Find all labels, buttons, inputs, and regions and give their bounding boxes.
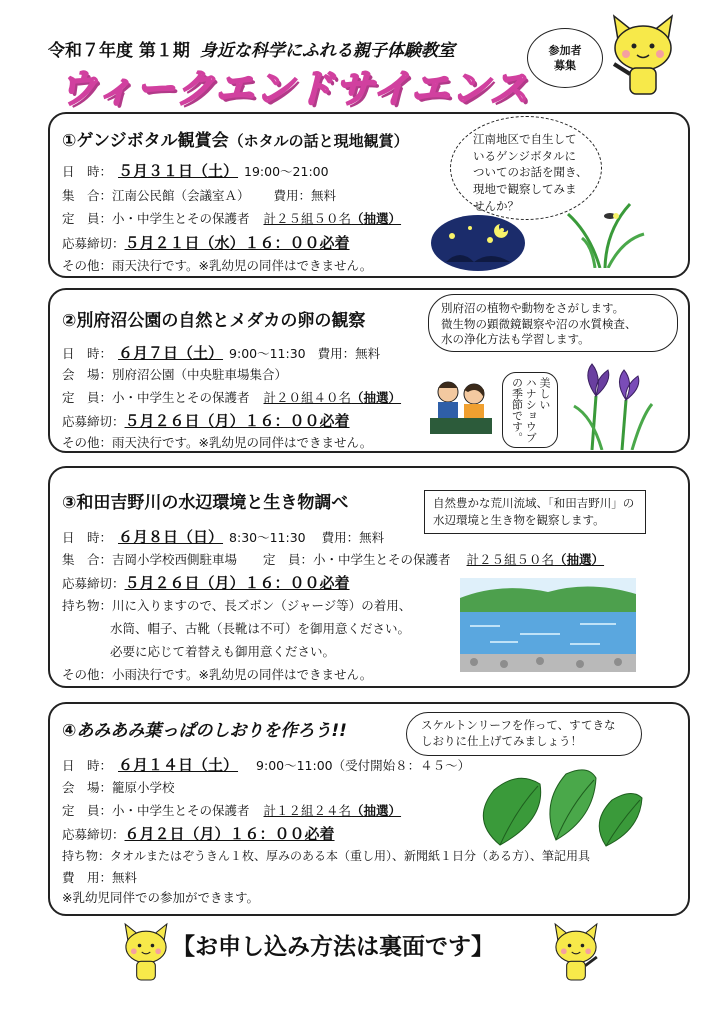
event-1-other-row: その他：雨天決行です。※乳幼児の同伴はできません。 [62, 258, 373, 273]
event-1-deadline-row: 応募締切：５月２１日（水）１６：００必着 [62, 234, 350, 252]
event-2-title: ②別府沼公園の自然とメダカの卵の観察 [62, 311, 366, 331]
event-3-place-row: 集 合：吉岡小学校西側駐車場 定 員：小・中学生とその保護者 計２５組５０名（抽選） [62, 552, 605, 567]
event-4-deadline: ６月２日（月）１６：００必着 [124, 825, 335, 843]
iris-flower-icon [572, 356, 654, 450]
event-4-time: 9:00～11:00（受付開始８：４５～） [256, 758, 471, 773]
event-3-bubble: 自然豊かな荒川流域、「和田吉野川」の 水辺環境と生き物を観察します。 [424, 490, 646, 534]
event-1-capacity-row: 定 員：小・中学生とその保護者 計２５組５０名（抽選） [62, 211, 402, 226]
event-4-items-row: 持ち物：タオルまたはぞうきん１枚、厚みのある本（重し用）、新聞紙１日分（ある方）、筆記用具 [62, 849, 591, 863]
event-4-deadline-row: 応募締切：６月２日（月）１６：００必着 [62, 825, 335, 843]
event-4-date-row: 日 時： ６月１４日（土） 9:00～11:00（受付開始８：４５～） [62, 756, 471, 774]
event-section-4 [48, 702, 690, 916]
event-2-time: 9:00～11:30 [229, 346, 306, 361]
event-3-deadline-row: 応募締切：５月２６日（月）１６：００必着 [62, 574, 350, 592]
event-1-time: 19:00～21:00 [244, 164, 329, 179]
mascot-cat-icon [604, 10, 682, 100]
event-section-3 [48, 466, 690, 688]
firefly-grass-icon [560, 194, 650, 268]
event-1-bubble: 江南地区で自生して いるゲンジボタルに ついてのお話を聞き、 現地で観察してみま せんか？ [450, 116, 602, 220]
event-4-fee-row: 費 用：無料 [62, 870, 138, 885]
recruit-line2: 募集 [554, 59, 576, 72]
event-3-other-row: その他：小雨決行です。※乳幼児の同伴はできません。 [62, 667, 373, 682]
event-3-title: ③和田吉野川の水辺環境と生き物調べ [62, 493, 349, 513]
event-1-date-row: 日 時： ５月３１日（土） 19:00～21:00 [62, 162, 329, 180]
event-3-deadline: ５月２６日（月）１６：００必着 [124, 574, 350, 592]
event-3-items-line2: 水筒、帽子、古靴（長靴は不可）を御用意ください。 [110, 621, 411, 636]
event-4-place-row: 会 場：籠原小学校 [62, 780, 175, 795]
event-2-place-row: 会 場：別府沼公園（中央駐車場集合） [62, 367, 288, 382]
period-label: 令和７年度 第１期 [48, 41, 190, 61]
children-microscope-icon [428, 372, 494, 438]
apply-banner: 【お申し込み方法は裏面です】 [172, 934, 494, 960]
event-2-other-row: その他：雨天決行です。※乳幼児の同伴はできません。 [62, 435, 373, 450]
event-2-deadline-row: 応募締切：５月２６日（月）１６：００必着 [62, 412, 350, 430]
event-2-date-row: 日 時： ６月７日（土） 9:00～11:30 費用：無料 [62, 344, 381, 362]
subtitle: 身近な科学にふれる親子体験教室 [199, 41, 455, 61]
event-2-bubble: 別府沼の植物や動物をさがします。 微生物の顕微鏡観察や沼の水質検査、 水の浄化方法も学習します。 [428, 294, 678, 352]
event-3-items-row: 持ち物：川に入りますので、長ズボン（ジャージ等）の着用、 [62, 598, 412, 613]
recruit-bubble [527, 28, 603, 88]
event-3-date-row: 日 時： ６月８日（日） 8:30～11:30 費用：無料 [62, 528, 385, 546]
event-2-capacity-row: 定 員：小・中学生とその保護者 計２０組４０名（抽選） [62, 390, 402, 405]
river-scene-icon [460, 578, 636, 672]
event-4-note: ※乳幼児同伴での参加ができます。 [62, 890, 259, 905]
event-3-date: ６月８日（日） [118, 528, 224, 546]
event-section-2 [48, 288, 690, 453]
event-4-bubble: スケルトンリーフを作って、すてきな しおりに仕上げてみましょう！ [406, 712, 642, 756]
leaves-icon [470, 760, 646, 850]
event-4-capacity-row: 定 員：小・中学生とその保護者 計１２組２４名（抽選） [62, 803, 402, 818]
event-2-vertical-note: 美しい ハナショウブ の季節です。 [502, 372, 558, 448]
event-4-title: ④あみあみ葉っぱのしおりを作ろう!! [62, 721, 347, 741]
event-1-title: ①ゲンジボタル観賞会（ホタルの話と現地観賞） [62, 131, 409, 151]
event-4-date: ６月１４日（土） [118, 756, 239, 774]
firefly-night-icon [430, 214, 526, 272]
event-2-deadline: ５月２６日（月）１６：００必着 [124, 412, 350, 430]
event-3-items-line3: 必要に応じて着替えも御用意ください。 [110, 644, 336, 659]
event-1-place-row: 集 合：江南公民館（会議室Ａ） 費用：無料 [62, 188, 337, 203]
event-section-1 [48, 112, 690, 278]
event-1-date: ５月３１日（土） [118, 162, 239, 180]
mascot-cat-left-icon [118, 918, 174, 986]
event-2-date: ６月７日（土） [118, 344, 224, 362]
event-3-time: 8:30～11:30 [229, 530, 306, 545]
main-title: ウィークエンドサイエンス [58, 67, 530, 112]
event-1-deadline: ５月２１日（水）１６：００必着 [124, 234, 350, 252]
recruit-line1: 参加者 [548, 43, 582, 57]
mascot-cat-right-icon [548, 918, 604, 986]
